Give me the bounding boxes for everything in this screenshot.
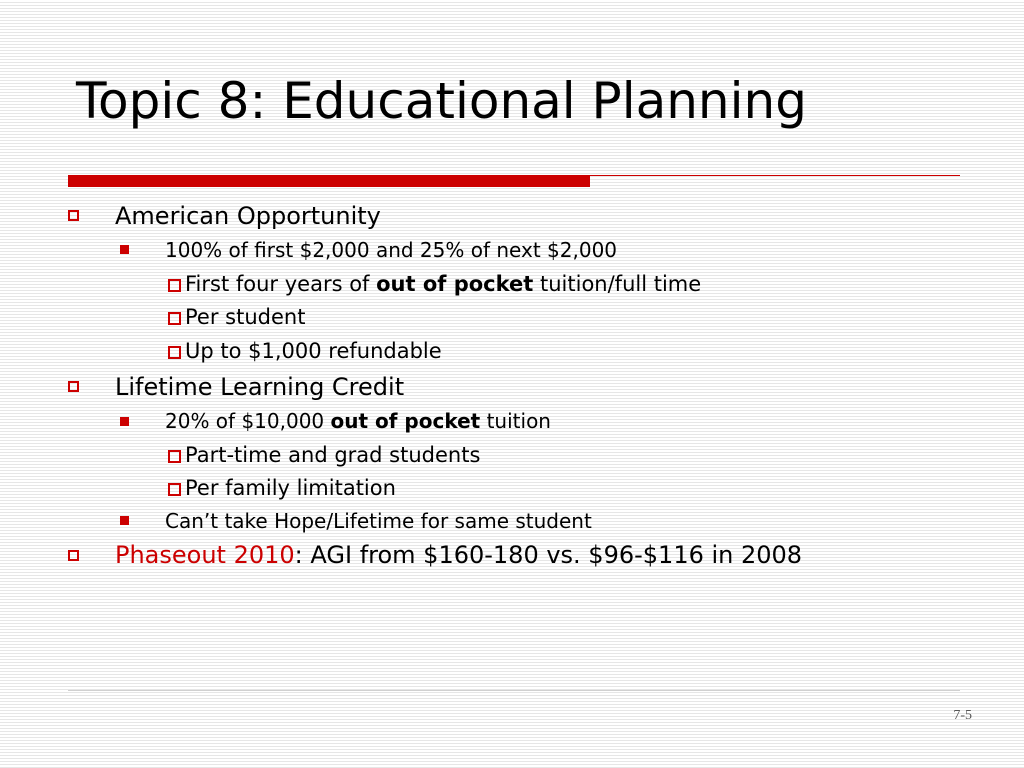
bullet-level1-hollow-square xyxy=(68,381,79,392)
bullet-line-per-family xyxy=(168,473,396,503)
bullet-level2-filled-square xyxy=(120,417,129,426)
slide-number: 7-5 xyxy=(953,708,972,723)
bullet-text-bold: out of pocket xyxy=(376,272,534,296)
bullet-level3-hollow-square xyxy=(168,483,181,496)
bullet-text-bold: out of pocket xyxy=(330,409,481,433)
bullet-line-part-time xyxy=(168,440,480,470)
bullet-text: Per student xyxy=(185,305,306,329)
bullet-line-llc-amount xyxy=(165,406,551,436)
bullet-text-cant-take: Can’t take Hope/Lifetime for same student xyxy=(165,509,592,533)
bullet-line-phaseout xyxy=(115,540,802,570)
bullet-level2-filled-square xyxy=(120,516,129,525)
bullet-text-lifetime-learning: Lifetime Learning Credit xyxy=(115,373,405,401)
bullet-level2-filled-square xyxy=(120,245,129,254)
bullet-line-refundable xyxy=(168,336,442,366)
bullet-line-per-student xyxy=(168,302,305,332)
footer-divider xyxy=(68,690,960,691)
title-divider-thick xyxy=(68,175,590,187)
bullet-text-post: : AGI from $160-180 vs. $96-$116 in 2008 xyxy=(294,541,803,569)
bullet-text-american-opportunity: American Opportunity xyxy=(115,202,381,230)
bullet-level1-hollow-square xyxy=(68,210,79,221)
bullet-text-aoc-amount: 100% of first $2,000 and 25% of next $2,000 xyxy=(165,238,618,262)
bullet-text-pre: 20% of $10,000 xyxy=(165,409,331,433)
bullet-text: Up to $1,000 refundable xyxy=(185,339,442,363)
bullet-text: Per family limitation xyxy=(185,476,396,500)
bullet-level3-hollow-square xyxy=(168,312,181,325)
bullet-level3-hollow-square xyxy=(168,279,181,292)
bullet-text-post: tuition/full time xyxy=(533,272,702,296)
bullet-text: Part-time and grad students xyxy=(185,443,481,467)
bullet-level3-hollow-square xyxy=(168,450,181,463)
bullet-level1-hollow-square xyxy=(68,550,79,561)
bullet-level3-hollow-square xyxy=(168,346,181,359)
bullet-text-post: tuition xyxy=(480,409,551,433)
slide-title: Topic 8: Educational Planning xyxy=(76,72,807,130)
title-divider-thin xyxy=(590,175,960,176)
bullet-line-first-four-years xyxy=(168,269,701,299)
bullet-text-red: Phaseout 2010 xyxy=(115,541,295,569)
bullet-text-pre: First four years of xyxy=(185,272,377,296)
